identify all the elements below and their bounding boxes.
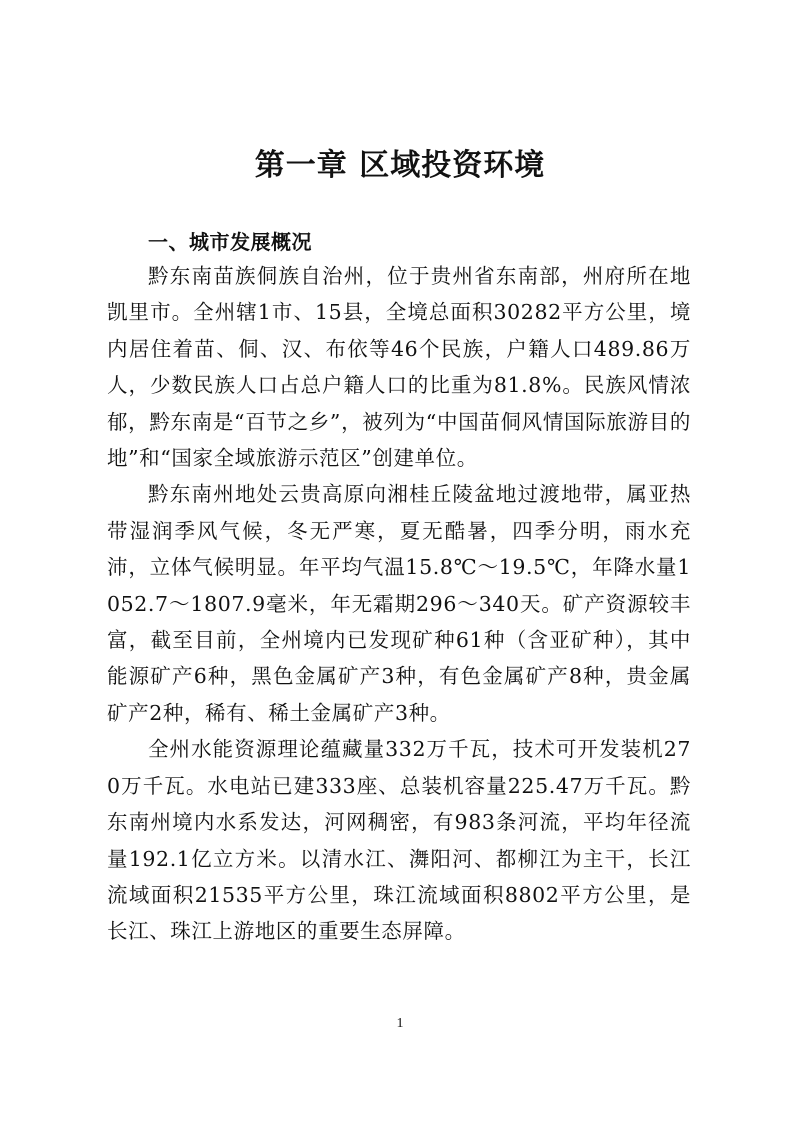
- chapter-title: 第一章 区域投资环境: [254, 148, 546, 183]
- section-heading: 一、城市发展概况: [148, 230, 312, 254]
- paragraph-water-resources: 全州水能资源理论蕴藏量332万千瓦，技术可开发装机270万千瓦。水电站已建333座、总装机容量225.47万千瓦。黔东南州境内水系发达，河网稠密，有983条河流，平均年径流量192.1亿立方米。以清水江、㵲阳河、都柳江为主干，长江流域面积21535平方公里，珠江流域面积8802平方公里，是长江、珠江上游地区的重要生态屏障。: [107, 737, 691, 944]
- body-text: [107, 258, 691, 950]
- paragraph-climate-minerals: 黔东南州地处云贵高原向湘桂丘陵盆地过渡地带，属亚热带湿润季风气候，冬无严寒，夏无酷暑，四季分明，雨水充沛，立体气候明显。年平均气温15.8℃～19.5℃，年降水量1052.7～1807.9毫米，年无霜期296～340天。矿产资源较丰富，截至目前，全州境内已发现矿种61种（含亚矿种），其中能源矿产6种，黑色金属矿产3种，有色金属矿产8种，贵金属矿产2种，稀有、稀土金属矿产3种。: [107, 482, 691, 725]
- page-number: 1: [396, 1016, 404, 1031]
- paragraph-overview: 黔东南苗族侗族自治州，位于贵州省东南部，州府所在地凯里市。全州辖1市、15县，全境总面积30282平方公里，境内居住着苗、侗、汉、布依等46个民族，户籍人口489.86万人，少数民族人口占总户籍人口的比重为81.8%。民族风情浓郁，黔东南是“百节之乡”，被列为“中国苗侗风情国际旅游目的地”和“国家全域旅游示范区”创建单位。: [107, 264, 691, 471]
